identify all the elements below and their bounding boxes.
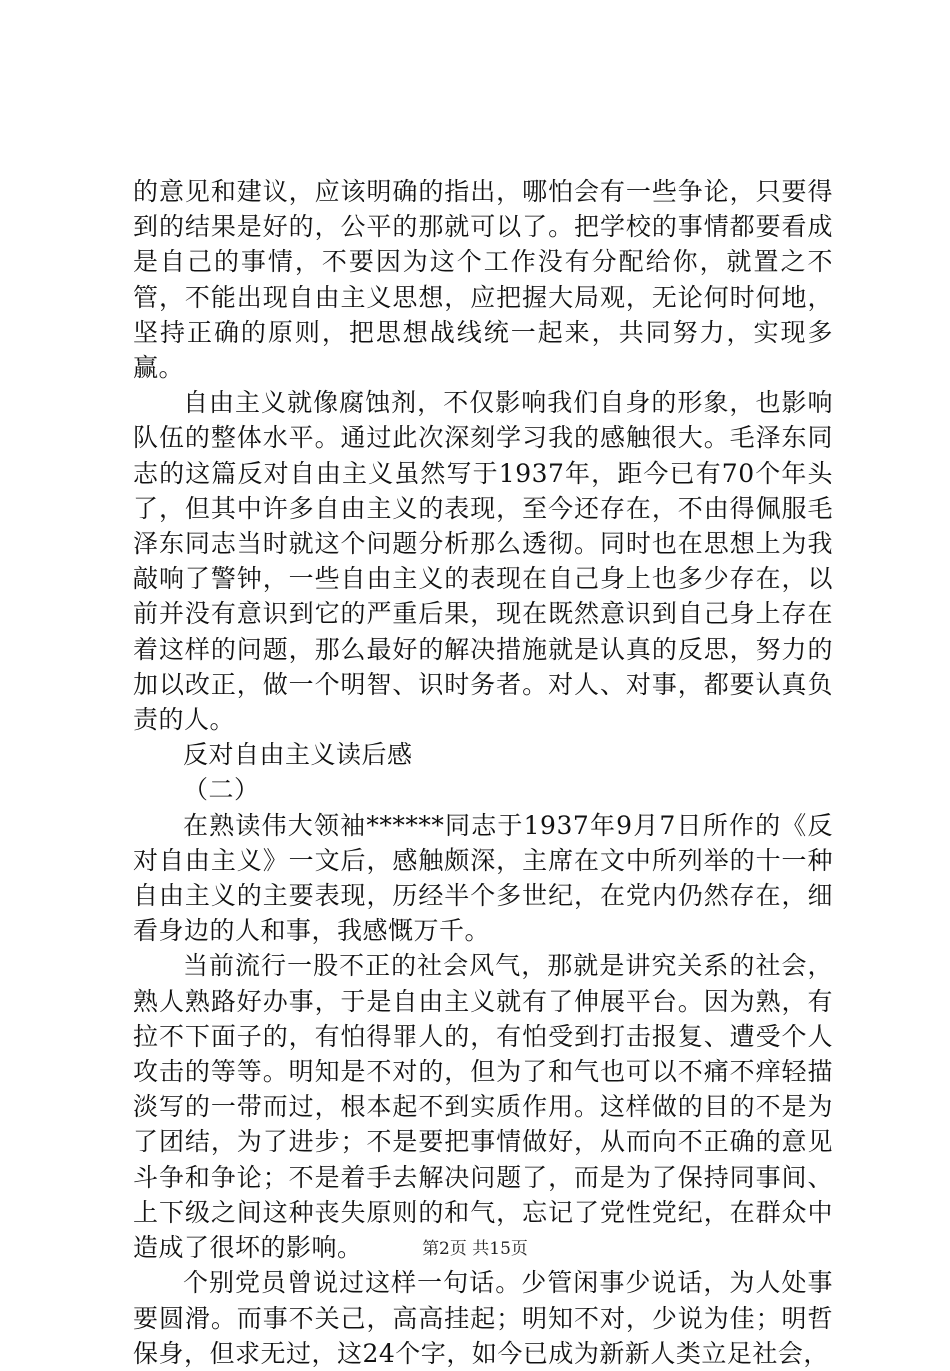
paragraph-2: 自由主义就像腐蚀剂，不仅影响我们自身的形象，也影响队伍的整体水平。通过此次深刻学习我的感触很大。毛泽东同志的这篇反对自由主义虽然写于1937年，距今已有70个年头了，但其中许多自由主义的表现，至今还存在，不由得佩服毛泽东同志当时就这个问题分析那么透彻。同时也在思想上为我敲响了警钟，一些自由主义的表现在自己身上也多少存在，以前并没有意识到它的严重后果，现在既然意识到自己身上存在着这样的问题，那么最好的解决措施就是认真的反思，努力的加以改正，做一个明智、识时务者。对人、对事，都要认真负责的人。 xyxy=(133,388,833,735)
paragraph-3: 在熟读伟大领袖******同志于1937年9月7日所作的《反对自由主义》一文后，感触颇深，主席在文中所列举的十一种自由主义的主要表现，历经半个多世纪，在党内仍然存在，细看身边的人和事，我感慨万千。 xyxy=(133,810,833,946)
section-number: （二） xyxy=(183,775,260,805)
paragraph-1: 的意见和建议，应该明确的指出，哪怕会有一些争论，只要得到的结果是好的，公平的那就可以了。把学校的事情都要看成是自己的事情，不要因为这个工作没有分配给你，就置之不管，不能出现自由主义思想，应把握大局观，无论何时何地，坚持正确的原则，把思想战线统一起来，共同努力，实现多赢。 xyxy=(133,177,833,383)
page-footer: 第2页 共15页 xyxy=(422,1239,528,1259)
document-body xyxy=(133,174,833,1371)
section-title: 反对自由主义读后感 xyxy=(183,740,413,770)
paragraph-4: 当前流行一股不正的社会风气，那就是讲究关系的社会，熟人熟路好办事，于是自由主义就有了伸展平台。因为熟，有拉不下面子的，有怕得罪人的，有怕受到打击报复、遭受个人攻击的等等。明知是不对的，但为了和气也可以不痛不痒轻描淡写的一带而过，根本起不到实质作用。这样做的目的不是为了团结，为了进步；不是要把事情做好，从而向不正确的意见斗争和争论；不是着手去解决问题了，而是为了保持同事间、上下级之间这种丧失原则的和气，忘记了党性党纪，在群众中造成了很坏的影响。 xyxy=(133,951,833,1263)
paragraph-5: 个别党员曾说过这样一句话。少管闲事少说话，为人处事要圆滑。而事不关己，高高挂起；明知不对，少说为佳；明哲保身，但求无过，这24个字，如今已成为新新人类立足社会， xyxy=(133,1268,833,1368)
